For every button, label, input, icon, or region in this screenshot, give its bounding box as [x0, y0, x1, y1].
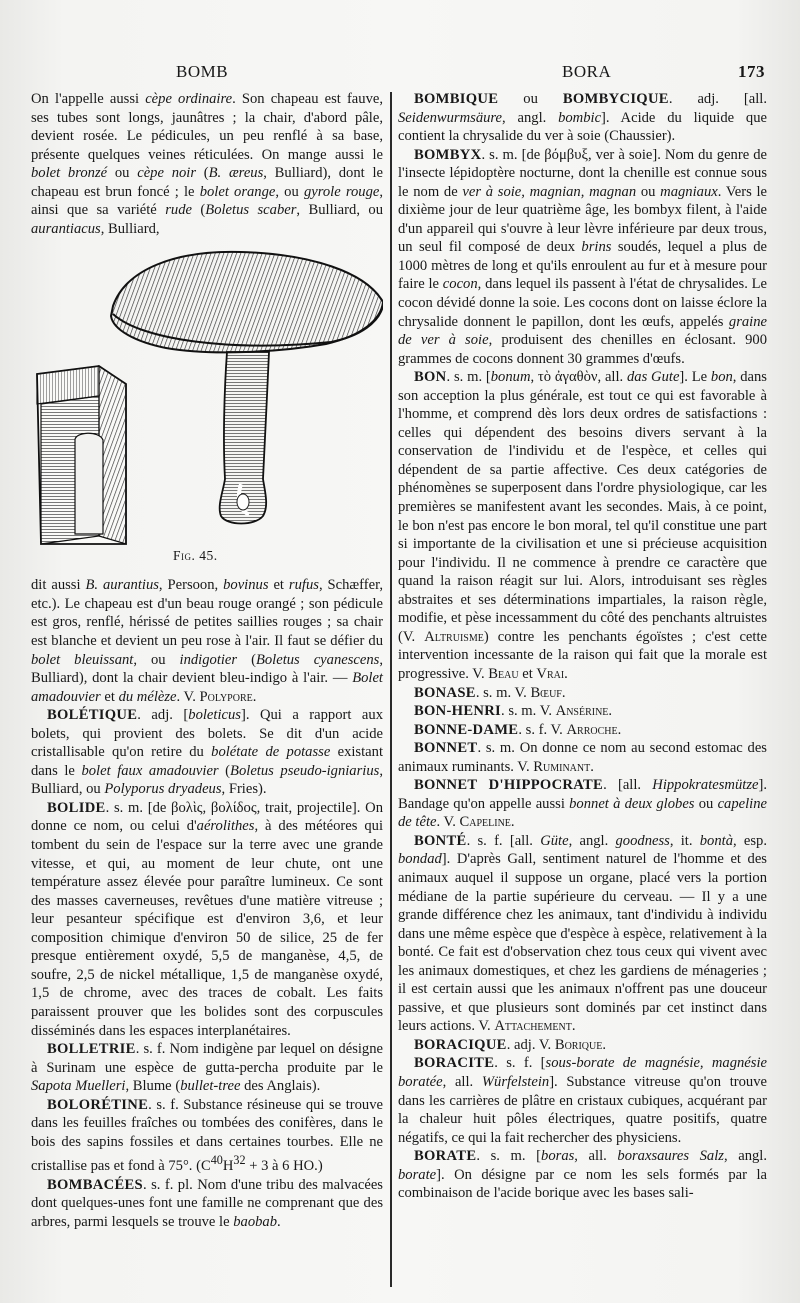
headword: BONTÉ [414, 832, 467, 849]
headword: BON [414, 369, 447, 386]
entry-boletique: BOLÉTIQUE. adj. [boleticus]. Qui a rapport aux bolets, qui provient des bolets. Se dit d'un acide cristallisable qu'on retire du bolétate de potasse existant dans le bolet faux amadouvier (Boletus pseudo-igniarius, Bulliard, ou Polyporus dryadeus, Fries). [31, 707, 384, 798]
entry-bonnet-d-hippocrate: BONNET D'HIPPOCRATE. [all. Hippokratesmütze]. Bandage qu'on appelle aussi bonnet à deux globes ou capeline de tête. V. Capeline. [398, 777, 767, 831]
headword: BORATE [414, 1148, 477, 1165]
column-divider [390, 92, 392, 1287]
headword: BOLLETRIE [47, 1041, 136, 1058]
entry-bon-henri: BON-HENRI. s. m. V. Ansérine. [414, 703, 613, 720]
mushroom-engraving [31, 244, 383, 574]
entry-boloretine: BOLORÉTINE. s. f. Substance résineuse qui se trouve dans les feuilles fraîches ou tombées des conifères, dans le bois des sapins fossiles et dans certaines tourbes. Elle ne cristallise pas et fond à 75°. ($C^{40}H^{32} + 3$ à 6 HO.) [31, 1096, 383, 1175]
entry-bonnet: BONNET. s. m. On donne ce nom au second estomac des animaux ruminants. V. Ruminant. [398, 740, 767, 775]
figure-caption: Fig. 45. [173, 548, 218, 564]
entry-bombacees: BOMBACÉES. s. f. pl. Nom d'une tribu des malvacées dont quelques-unes font une famille ne comprenant que des arbres, parmi lesquels se trouve le baobab. [31, 1176, 383, 1230]
running-head-right: BORA [562, 62, 612, 81]
entry-bolet-continued: On l'appelle aussi cèpe ordinaire. Son chapeau est fauve, ses tubes sont longs, jaunâtres ; la chair, d'abord pâle, devient rosée. Le pédicules, un peu renflé à sa base, présente quelques veines réticulées. On mange aussi le bolet bronzé ou cèpe noir (B. æreus, Bulliard), dont le chapeau est brun foncé ; le bolet orange, ou gyrole rouge, ainsi que sa variété rude (Boletus scaber, Bulliard, ou aurantiacus, Bulliard, [31, 91, 383, 237]
entry-bombyx: BOMBYX. s. m. [de βόμβυξ, ver à soie]. Nom du genre de l'insecte lépidoptère nocturne, dont la chenille est connue sous le nom de ver à soie, magnian, magnan ou magniaux. Vers le dixième jour de leur quatrième âge, les bombyx filent, à l'aide d'un appareil qui s'ouvre à leur lèvre inférieure par deux trous, un seul fil composé de deux brins soudés, lequel a plus de 1000 mètres de long et qu'ils enroulent au fur et à mesure pour faire le cocon, dans lequel ils passent à l'état de chrysalides. Le cocon dévidé donne la soie. Les cocons dont on laisse éclore la chrysalide donnent le papillon, dont les œufs, appelés graine de ver à soie, produisent des chenilles en éclosant. 900 grammes de cocons donnent 30 grammes d'œufs. [398, 146, 768, 367]
entry-borate: BORATE. s. m. [boras, all. boraxsaures Salz, angl. borate]. On désigne par ce nom les sels formés par la combinaison de l'acide borique avec les bases sali- [398, 1148, 768, 1202]
headword: BON-HENRI [414, 703, 502, 720]
headword: BOMBYCIQUE [562, 91, 669, 107]
entry-bonase: BONASE. s. m. V. Bœuf. [414, 684, 566, 701]
headword: BORACITE [414, 1055, 495, 1072]
entry-boracique: BORACIQUE. adj. V. Borique. [414, 1036, 607, 1053]
entry-bonne-dame: BONNE-DAME. s. f. V. Arroche. [414, 721, 622, 738]
headword: BONNET D'HIPPOCRATE [414, 777, 604, 794]
headword: BOLÉTIQUE [47, 707, 138, 724]
running-head-left: BOMB [176, 62, 229, 81]
entry-bolletrie: BOLLETRIE. s. f. Nom indigène par lequel on désigne à Surinam une espèce de gutta-percha produite par le Sapota Muelleri, Blume (bullet-tree des Anglais). [31, 1041, 383, 1095]
headword: BOMBYX [414, 146, 482, 163]
figure-mushroom-illustration [31, 244, 383, 574]
headword: BORACIQUE [414, 1036, 507, 1053]
headword: BOLORÉTINE [47, 1096, 149, 1113]
entry-bombique: BOMBIQUE ou BOMBYCIQUE. adj. [all. Seidenwurmsäure, angl. bombic]. Acide du liquide que contient la chrysalide du ver à soie (Chaussier). [398, 91, 767, 145]
entry-bonte: BONTÉ. s. f. [all. Güte, angl. goodness, it. bontà, esp. bondad]. D'après Gall, sentiment naturel de l'homme et des animaux auquel il suppose un organe, placé vers la portion médiane de la partie supérieure du cerveau. — Il y a une grande différence chez les animaux, tant d'individu à individu dans une même espèce que d'espèce à espèce, relativement à la bonté. Ce fait est d'observation chez tous ceux qui vivent avec les animaux domestiques, et chez les gardiens de ménageries ; il est certain aussi que les animaux n'offrent pas une douceur passive, et que plusieurs sont dominés par cet instinct dans leurs actions. V. Attachement. [398, 832, 768, 1035]
headword: BONNET [414, 740, 478, 757]
headword: BONNE-DAME [414, 721, 519, 738]
headword: BOMBIQUE [414, 91, 499, 107]
page-number: 173 [738, 62, 765, 81]
headword: BOLIDE [47, 799, 106, 816]
entry-bolet-after-figure: dit aussi B. aurantius, Persoon, bovinus et rufus, Schæffer, etc.). Le chapeau est d'un beau rouge orangé ; son pédicule est gros, renflé, hérissé de petites saillies rouges ; sa chair est blanche et devient un peu rose à l'air. Il faut se défier du bolet bleuissant, ou indigotier (Boletus cyanescens, Bulliard), dont la chair devient bleu-indigo à l'air. — Bolet amadouvier et du mélèze. V. Polypore. [31, 577, 383, 705]
headword: BONASE [414, 684, 476, 701]
entry-bon: BON. s. m. [bonum, τὸ ἀγαθὸν, all. das Gute]. Le bon, dans son acception la plus générale, est tout ce qui est favorable à l'homme, et comprend dès lors deux ordres de satisfactions : celles qui dépendent des besoins divers servant à la conservation de l'individu et de l'espèce, et celles qui dépendent de sa partie affective. Ces deux catégories de phénomènes se superposent dans l'ordre physiologique, car les premières se manifestent avant les secondes. Mais, à ce point, le bon n'est pas encore le bon moral, tel qu'il constitue une part si importante de la civilisation et une si précieuse acquisition pour l'individu. Il ne commence à prendre ce caractère que quand la raison réagit sur lui. Alors, introduisant ses règles abstraites et ses déterminations impartiales, la raison règle, modifie, et pèse incessamment du côté des penchants altruistes (V. Altruisme) contre les penchants égoïstes ; c'est cette intervention incessante de la raison qui fait que la morale est progressive. V. Beau et Vrai. [398, 369, 767, 682]
entry-boracite: BORACITE. s. f. [sous-borate de magnésie, magnésie boratée, all. Würfelstein]. Substance vitreuse qu'on trouve dans les carrières de plâtre en cristaux cubiques, acquérant par la chaleur huit pôles électriques, quatre positifs, quatre négatifs, ce qui la fait rechercher des physiciens. [398, 1055, 767, 1146]
entry-bolide: BOLIDE. s. m. [de βολὶς, βολίδος, trait, projectile]. On donne ce nom, ou celui d'aérolithes, à des météores qui tombent du sein de l'espace sur la terre avec une grande vitesse, et qui, au moment de leur chute, ont une température assez élevée pour paraître lumineux. Ce sont des masses caverneuses, revêtues d'une matière vitreuse ; leur pesanteur spécifique est d'environ 3,6, et leur composition chimique d'environ 50 de silice, 25 de fer presque entièrement oxydé, 5,5 de manganèse, 4,5, de soufre, 2,5 de nickel métallique, 1,5 de manganèse oxydé, 1,5 de chrome, avec des traces de cobalt. Les faits paraissent prouver que les bolides sont des corpuscules disséminés dans les espaces interplanétaires. [31, 799, 383, 1039]
right-column [398, 90, 767, 1203]
left-column [31, 90, 383, 1231]
headword: BOMBACÉES [47, 1176, 143, 1193]
